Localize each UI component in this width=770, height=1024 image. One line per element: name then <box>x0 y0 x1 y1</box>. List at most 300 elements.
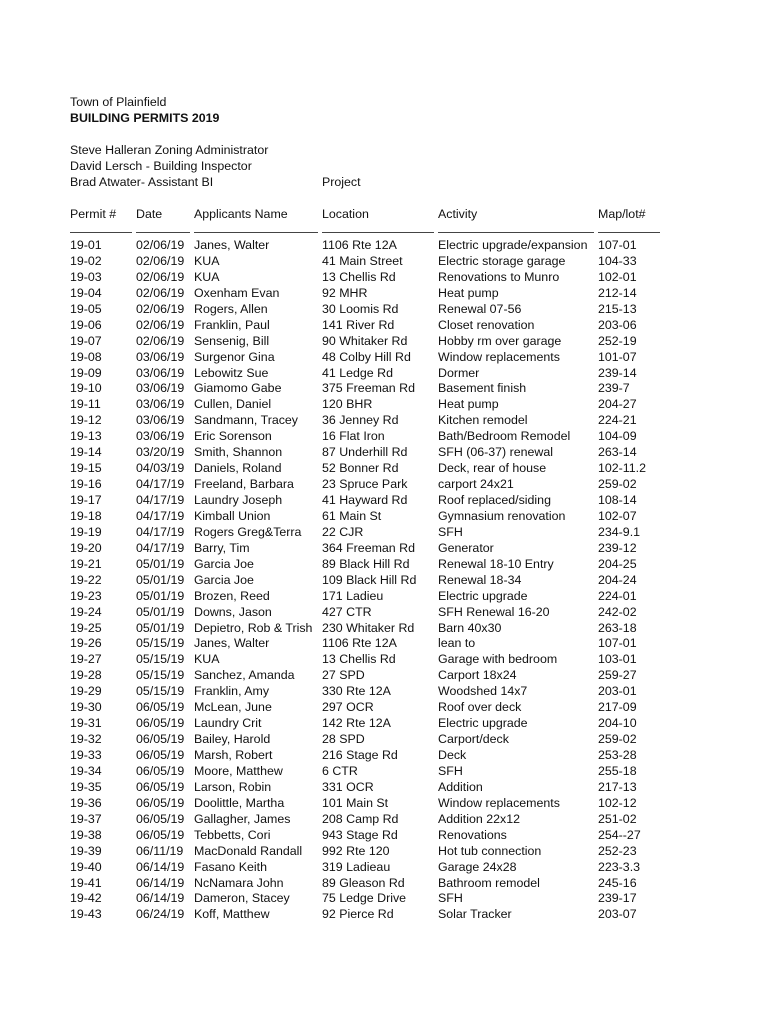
activity-cell: Carport 18x24 <box>438 668 517 683</box>
issue-date-cell: 05/01/19 <box>136 556 185 571</box>
permit-number-cell: 19-15 <box>70 461 102 476</box>
activity-cell: Barn 40x30 <box>438 620 502 635</box>
column-header-maplot: Map/lot# <box>598 207 646 221</box>
map-lot-cell: 203-07 <box>598 907 637 922</box>
table-row <box>0 540 770 556</box>
permit-number-cell: 19-07 <box>70 333 102 348</box>
permit-number-cell: 19-08 <box>70 349 102 364</box>
map-lot-cell: 108-14 <box>598 493 637 507</box>
permit-number-cell: 19-32 <box>70 732 102 747</box>
table-row <box>0 683 770 699</box>
permit-number-cell: 19-22 <box>70 572 102 587</box>
table-row <box>0 333 770 349</box>
location-cell: 120 BHR <box>322 397 373 412</box>
permit-number-cell: 19-28 <box>70 668 102 683</box>
applicant-name-cell: Laundry Joseph <box>194 493 283 507</box>
permit-number-cell: 19-10 <box>70 381 102 396</box>
issue-date-cell: 03/06/19 <box>136 397 185 412</box>
table-row <box>0 301 770 317</box>
applicant-name-cell: Sanchez, Amanda <box>194 668 295 683</box>
issue-date-cell: 04/17/19 <box>136 477 185 492</box>
table-row <box>0 843 770 859</box>
applicant-name-cell: KUA <box>194 253 220 268</box>
table-row <box>0 572 770 588</box>
table-row <box>0 890 770 906</box>
table-row <box>0 412 770 428</box>
table-row <box>0 747 770 763</box>
permit-number-cell: 19-13 <box>70 429 102 444</box>
map-lot-cell: 107-01 <box>598 238 637 252</box>
town-name: Town of Plainfield <box>70 95 167 109</box>
permit-number-cell: 19-04 <box>70 285 102 300</box>
issue-date-cell: 02/06/19 <box>136 253 185 268</box>
issue-date-cell: 06/05/19 <box>136 811 185 826</box>
permit-number-cell: 19-05 <box>70 301 102 316</box>
map-lot-cell: 215-13 <box>598 301 637 316</box>
applicant-name-cell: Fasano Keith <box>194 859 268 874</box>
permit-number-cell: 19-19 <box>70 524 102 539</box>
table-row <box>0 779 770 795</box>
activity-cell: SFH Renewal 16-20 <box>438 604 550 619</box>
map-lot-cell: 217-09 <box>598 700 637 715</box>
issue-date-cell: 06/05/19 <box>136 795 185 810</box>
applicant-name-cell: Janes, Walter <box>194 636 270 651</box>
table-row <box>0 508 770 524</box>
header-underline <box>598 232 660 233</box>
location-cell: 1106 Rte 12A <box>322 636 397 651</box>
location-cell: 427 CTR <box>322 604 372 619</box>
location-cell: 141 River Rd <box>322 317 395 332</box>
applicant-name-cell: McLean, June <box>194 700 272 715</box>
applicant-name-cell: Dameron, Stacey <box>194 891 290 906</box>
table-row <box>0 253 770 269</box>
permit-number-cell: 19-36 <box>70 795 102 810</box>
activity-cell: Heat pump <box>438 397 499 412</box>
location-cell: 28 SPD <box>322 732 365 747</box>
location-cell: 142 Rte 12A <box>322 716 391 731</box>
permit-number-cell: 19-11 <box>70 397 101 412</box>
location-cell: 23 Spruce Park <box>322 477 408 492</box>
issue-date-cell: 05/01/19 <box>136 604 185 619</box>
applicant-name-cell: Cullen, Daniel <box>194 397 272 412</box>
map-lot-cell: 203-01 <box>598 684 637 699</box>
issue-date-cell: 04/03/19 <box>136 461 185 476</box>
issue-date-cell: 06/05/19 <box>136 779 185 794</box>
applicant-name-cell: Sandmann, Tracey <box>194 413 299 428</box>
permit-number-cell: 19-02 <box>70 253 102 268</box>
permit-number-cell: 19-39 <box>70 843 102 858</box>
location-cell: 319 Ladieau <box>322 859 391 874</box>
location-cell: 75 Ledge Drive <box>322 891 407 906</box>
issue-date-cell: 06/11/19 <box>136 843 184 858</box>
applicant-name-cell: Garcia Joe <box>194 572 254 587</box>
issue-date-cell: 06/14/19 <box>136 891 185 906</box>
map-lot-cell: 203-06 <box>598 317 637 332</box>
location-cell: 208 Camp Rd <box>322 811 399 826</box>
location-cell: 6 CTR <box>322 763 358 778</box>
issue-date-cell: 04/17/19 <box>136 508 185 523</box>
map-lot-cell: 239-12 <box>598 540 637 555</box>
project-label: Project <box>322 175 361 189</box>
activity-cell: Renewal 18-34 <box>438 572 522 587</box>
permit-number-cell: 19-43 <box>70 907 102 922</box>
activity-cell: Dormer <box>438 365 480 380</box>
issue-date-cell: 05/01/19 <box>136 572 185 587</box>
permit-number-cell: 19-25 <box>70 620 102 635</box>
map-lot-cell: 234-9.1 <box>598 524 641 539</box>
activity-cell: Solar Tracker <box>438 907 512 922</box>
activity-cell: SFH (06-37) renewal <box>438 445 554 460</box>
map-lot-cell: 223-3.3 <box>598 859 641 874</box>
applicant-name-cell: Daniels, Roland <box>194 461 282 476</box>
applicant-name-cell: Smith, Shannon <box>194 445 283 460</box>
activity-cell: lean to <box>438 636 476 651</box>
activity-cell: Bath/Bedroom Remodel <box>438 429 571 444</box>
activity-cell: Heat pump <box>438 285 499 300</box>
location-cell: 13 Chellis Rd <box>322 652 396 667</box>
map-lot-cell: 239-17 <box>598 891 637 906</box>
table-row <box>0 651 770 667</box>
map-lot-cell: 253-28 <box>598 748 637 762</box>
applicant-name-cell: Marsh, Robert <box>194 748 273 762</box>
location-cell: 364 Freeman Rd <box>322 540 415 555</box>
activity-cell: Electric upgrade <box>438 588 528 603</box>
permit-number-cell: 19-12 <box>70 413 102 428</box>
header-underline <box>438 232 594 233</box>
location-cell: 171 Ladieu <box>322 588 384 603</box>
issue-date-cell: 06/05/19 <box>136 732 185 747</box>
map-lot-cell: 204-10 <box>598 716 637 731</box>
map-lot-cell: 239-7 <box>598 381 630 396</box>
applicant-name-cell: Surgenor Gina <box>194 349 275 364</box>
activity-cell: Renewal 07-56 <box>438 301 522 316</box>
column-header-applicant: Applicants Name <box>194 207 288 221</box>
map-lot-cell: 252-19 <box>598 333 637 348</box>
activity-cell: Roof replaced/siding <box>438 493 551 507</box>
applicant-name-cell: KUA <box>194 269 220 284</box>
header-underline <box>194 232 318 233</box>
permit-number-cell: 19-40 <box>70 859 102 874</box>
column-header-activity: Activity <box>438 207 478 221</box>
map-lot-cell: 224-21 <box>598 413 637 428</box>
location-cell: 992 Rte 120 <box>322 843 390 858</box>
activity-cell: Garage with bedroom <box>438 652 558 667</box>
table-row <box>0 859 770 875</box>
permit-number-cell: 19-18 <box>70 508 102 523</box>
header-underline <box>70 232 132 233</box>
map-lot-cell: 242-02 <box>598 604 637 619</box>
location-cell: 41 Main Street <box>322 253 403 268</box>
permit-number-cell: 19-37 <box>70 811 102 826</box>
location-cell: 230 Whitaker Rd <box>322 620 415 635</box>
permit-number-cell: 19-16 <box>70 477 102 492</box>
map-lot-cell: 251-02 <box>598 811 637 826</box>
map-lot-cell: 255-18 <box>598 763 637 778</box>
applicant-name-cell: Bailey, Harold <box>194 732 271 747</box>
staff-zoning-administrator: Steve Halleran Zoning Administrator <box>70 143 269 157</box>
applicant-name-cell: Barry, Tim <box>194 540 250 555</box>
table-row <box>0 269 770 285</box>
issue-date-cell: 04/17/19 <box>136 524 185 539</box>
issue-date-cell: 06/05/19 <box>136 716 185 731</box>
applicant-name-cell: Kimball Union <box>194 508 271 523</box>
issue-date-cell: 02/06/19 <box>136 238 185 252</box>
permit-number-cell: 19-41 <box>70 875 102 890</box>
location-cell: 375 Freeman Rd <box>322 381 415 396</box>
permit-number-cell: 19-01 <box>70 238 102 252</box>
issue-date-cell: 05/01/19 <box>136 588 185 603</box>
table-row <box>0 715 770 731</box>
location-cell: 92 Pierce Rd <box>322 907 394 922</box>
table-row <box>0 476 770 492</box>
activity-cell: Generator <box>438 540 494 555</box>
activity-cell: carport 24x21 <box>438 477 514 492</box>
activity-cell: Garage 24x28 <box>438 859 517 874</box>
issue-date-cell: 03/06/19 <box>136 429 185 444</box>
activity-cell: Deck, rear of house <box>438 461 547 476</box>
map-lot-cell: 204-27 <box>598 397 637 412</box>
map-lot-cell: 212-14 <box>598 285 637 300</box>
activity-cell: Basement finish <box>438 381 527 396</box>
permit-number-cell: 19-09 <box>70 365 102 380</box>
table-row <box>0 811 770 827</box>
map-lot-cell: 252-23 <box>598 843 637 858</box>
permit-number-cell: 19-24 <box>70 604 102 619</box>
activity-cell: SFH <box>438 524 463 539</box>
header-underline <box>136 232 190 233</box>
issue-date-cell: 05/15/19 <box>136 652 185 667</box>
location-cell: 36 Jenney Rd <box>322 413 399 428</box>
activity-cell: Window replacements <box>438 349 560 364</box>
map-lot-cell: 259-02 <box>598 477 637 492</box>
activity-cell: Renewal 18-10 Entry <box>438 556 554 571</box>
activity-cell: Roof over deck <box>438 700 522 715</box>
table-row <box>0 428 770 444</box>
applicant-name-cell: Giamomo Gabe <box>194 381 282 396</box>
table-row <box>0 604 770 620</box>
map-lot-cell: 245-16 <box>598 875 637 890</box>
location-cell: 89 Gleason Rd <box>322 875 405 890</box>
table-row <box>0 906 770 922</box>
location-cell: 48 Colby Hill Rd <box>322 349 411 364</box>
activity-cell: Electric storage garage <box>438 253 566 268</box>
activity-cell: Woodshed 14x7 <box>438 684 528 699</box>
map-lot-cell: 263-18 <box>598 620 637 635</box>
issue-date-cell: 03/20/19 <box>136 445 185 460</box>
issue-date-cell: 06/14/19 <box>136 859 185 874</box>
applicant-name-cell: Franklin, Paul <box>194 317 270 332</box>
issue-date-cell: 05/01/19 <box>136 620 185 635</box>
applicant-name-cell: Freeland, Barbara <box>194 477 294 492</box>
activity-cell: Electric upgrade/expansion <box>438 238 588 252</box>
staff-building-inspector: David Lersch - Building Inspector <box>70 159 252 173</box>
permit-number-cell: 19-06 <box>70 317 102 332</box>
map-lot-cell: 104-33 <box>598 253 637 268</box>
permit-number-cell: 19-34 <box>70 763 102 778</box>
location-cell: 331 OCR <box>322 779 374 794</box>
map-lot-cell: 107-01 <box>598 636 637 651</box>
table-row <box>0 731 770 747</box>
location-cell: 41 Hayward Rd <box>322 493 408 507</box>
table-row <box>0 317 770 333</box>
permit-number-cell: 19-23 <box>70 588 102 603</box>
activity-cell: Window replacements <box>438 795 560 810</box>
applicant-name-cell: Brozen, Reed <box>194 588 270 603</box>
column-header-location: Location <box>322 207 369 221</box>
map-lot-cell: 224-01 <box>598 588 637 603</box>
applicant-name-cell: Koff, Matthew <box>194 907 270 922</box>
column-header-date: Date <box>136 207 163 221</box>
location-cell: 92 MHR <box>322 285 368 300</box>
location-cell: 101 Main St <box>322 795 389 810</box>
issue-date-cell: 02/06/19 <box>136 269 185 284</box>
map-lot-cell: 259-27 <box>598 668 637 683</box>
location-cell: 52 Bonner Rd <box>322 461 399 476</box>
applicant-name-cell: Larson, Robin <box>194 779 272 794</box>
activity-cell: Addition <box>438 779 483 794</box>
permit-number-cell: 19-03 <box>70 269 102 284</box>
issue-date-cell: 02/06/19 <box>136 301 185 316</box>
applicant-name-cell: Sensenig, Bill <box>194 333 270 348</box>
activity-cell: Bathroom remodel <box>438 875 540 890</box>
document-title: BUILDING PERMITS 2019 <box>70 111 220 125</box>
issue-date-cell: 03/06/19 <box>136 413 185 428</box>
applicant-name-cell: Tebbetts, Cori <box>194 827 271 842</box>
issue-date-cell: 06/05/19 <box>136 827 185 842</box>
table-row <box>0 285 770 301</box>
applicant-name-cell: Eric Sorenson <box>194 429 272 444</box>
permit-number-cell: 19-14 <box>70 445 102 460</box>
activity-cell: SFH <box>438 763 463 778</box>
table-row <box>0 380 770 396</box>
applicant-name-cell: Janes, Walter <box>194 238 270 252</box>
table-row <box>0 763 770 779</box>
issue-date-cell: 06/24/19 <box>136 907 185 922</box>
map-lot-cell: 102-12 <box>598 795 637 810</box>
location-cell: 13 Chellis Rd <box>322 269 396 284</box>
map-lot-cell: 104-09 <box>598 429 637 444</box>
permit-number-cell: 19-26 <box>70 636 102 651</box>
location-cell: 109 Black Hill Rd <box>322 572 417 587</box>
issue-date-cell: 02/06/19 <box>136 317 185 332</box>
activity-cell: Carport/deck <box>438 732 509 747</box>
table-row <box>0 524 770 540</box>
map-lot-cell: 254--27 <box>598 827 641 842</box>
permit-number-cell: 19-21 <box>70 556 102 571</box>
location-cell: 216 Stage Rd <box>322 748 398 762</box>
applicant-name-cell: Depietro, Rob & Trish <box>194 620 313 635</box>
staff-assistant-bi: Brad Atwater- Assistant BI <box>70 175 214 189</box>
permit-number-cell: 19-27 <box>70 652 102 667</box>
activity-cell: Electric upgrade <box>438 716 528 731</box>
activity-cell: Renovations <box>438 827 507 842</box>
issue-date-cell: 04/17/19 <box>136 540 185 555</box>
map-lot-cell: 102-11.2 <box>598 461 646 476</box>
issue-date-cell: 03/06/19 <box>136 349 185 364</box>
activity-cell: Closet renovation <box>438 317 535 332</box>
table-row <box>0 444 770 460</box>
issue-date-cell: 06/05/19 <box>136 748 185 762</box>
applicant-name-cell: Laundry Crit <box>194 716 262 731</box>
permit-number-cell: 19-31 <box>70 716 102 731</box>
map-lot-cell: 102-01 <box>598 269 637 284</box>
location-cell: 1106 Rte 12A <box>322 238 397 252</box>
applicant-name-cell: Franklin, Amy <box>194 684 270 699</box>
applicant-name-cell: Rogers, Allen <box>194 301 268 316</box>
applicant-name-cell: NcNamara John <box>194 875 284 890</box>
location-cell: 90 Whitaker Rd <box>322 333 408 348</box>
issue-date-cell: 05/15/19 <box>136 668 185 683</box>
activity-cell: Kitchen remodel <box>438 413 528 428</box>
location-cell: 30 Loomis Rd <box>322 301 399 316</box>
table-row <box>0 349 770 365</box>
map-lot-cell: 217-13 <box>598 779 637 794</box>
table-row <box>0 635 770 651</box>
map-lot-cell: 204-25 <box>598 556 637 571</box>
applicant-name-cell: Doolittle, Martha <box>194 795 285 810</box>
issue-date-cell: 06/05/19 <box>136 763 185 778</box>
location-cell: 87 Underhill Rd <box>322 445 408 460</box>
issue-date-cell: 05/15/19 <box>136 636 185 651</box>
permit-number-cell: 19-38 <box>70 827 102 842</box>
issue-date-cell: 06/14/19 <box>136 875 185 890</box>
permit-number-cell: 19-17 <box>70 493 102 507</box>
header-underline <box>322 232 434 233</box>
table-row <box>0 365 770 381</box>
applicant-name-cell: Downs, Jason <box>194 604 272 619</box>
activity-cell: Deck <box>438 748 467 762</box>
permit-number-cell: 19-35 <box>70 779 102 794</box>
table-row <box>0 795 770 811</box>
activity-cell: Hot tub connection <box>438 843 542 858</box>
table-row <box>0 699 770 715</box>
issue-date-cell: 02/06/19 <box>136 333 185 348</box>
location-cell: 297 OCR <box>322 700 374 715</box>
applicant-name-cell: Rogers Greg&Terra <box>194 524 302 539</box>
activity-cell: Renovations to Munro <box>438 269 560 284</box>
issue-date-cell: 03/06/19 <box>136 365 185 380</box>
applicant-name-cell: Lebowitz Sue <box>194 365 269 380</box>
activity-cell: Gymnasium renovation <box>438 508 566 523</box>
map-lot-cell: 101-07 <box>598 349 637 364</box>
map-lot-cell: 239-14 <box>598 365 637 380</box>
applicant-name-cell: Oxenham Evan <box>194 285 280 300</box>
applicant-name-cell: Garcia Joe <box>194 556 254 571</box>
map-lot-cell: 103-01 <box>598 652 637 667</box>
applicant-name-cell: MacDonald Randall <box>194 843 303 858</box>
table-row <box>0 237 770 253</box>
location-cell: 943 Stage Rd <box>322 827 398 842</box>
activity-cell: Hobby rm over garage <box>438 333 562 348</box>
map-lot-cell: 102-07 <box>598 508 637 523</box>
map-lot-cell: 263-14 <box>598 445 637 460</box>
location-cell: 330 Rte 12A <box>322 684 391 699</box>
column-header-permit: Permit # <box>70 207 117 221</box>
location-cell: 89 Black Hill Rd <box>322 556 410 571</box>
location-cell: 16 Flat Iron <box>322 429 385 444</box>
table-row <box>0 875 770 891</box>
permit-number-cell: 19-30 <box>70 700 102 715</box>
applicant-name-cell: Gallagher, James <box>194 811 291 826</box>
permit-table-body <box>0 237 770 922</box>
location-cell: 27 SPD <box>322 668 365 683</box>
table-row <box>0 620 770 636</box>
activity-cell: Addition 22x12 <box>438 811 520 826</box>
activity-cell: SFH <box>438 891 463 906</box>
applicant-name-cell: Moore, Matthew <box>194 763 283 778</box>
table-row <box>0 588 770 604</box>
table-row <box>0 667 770 683</box>
